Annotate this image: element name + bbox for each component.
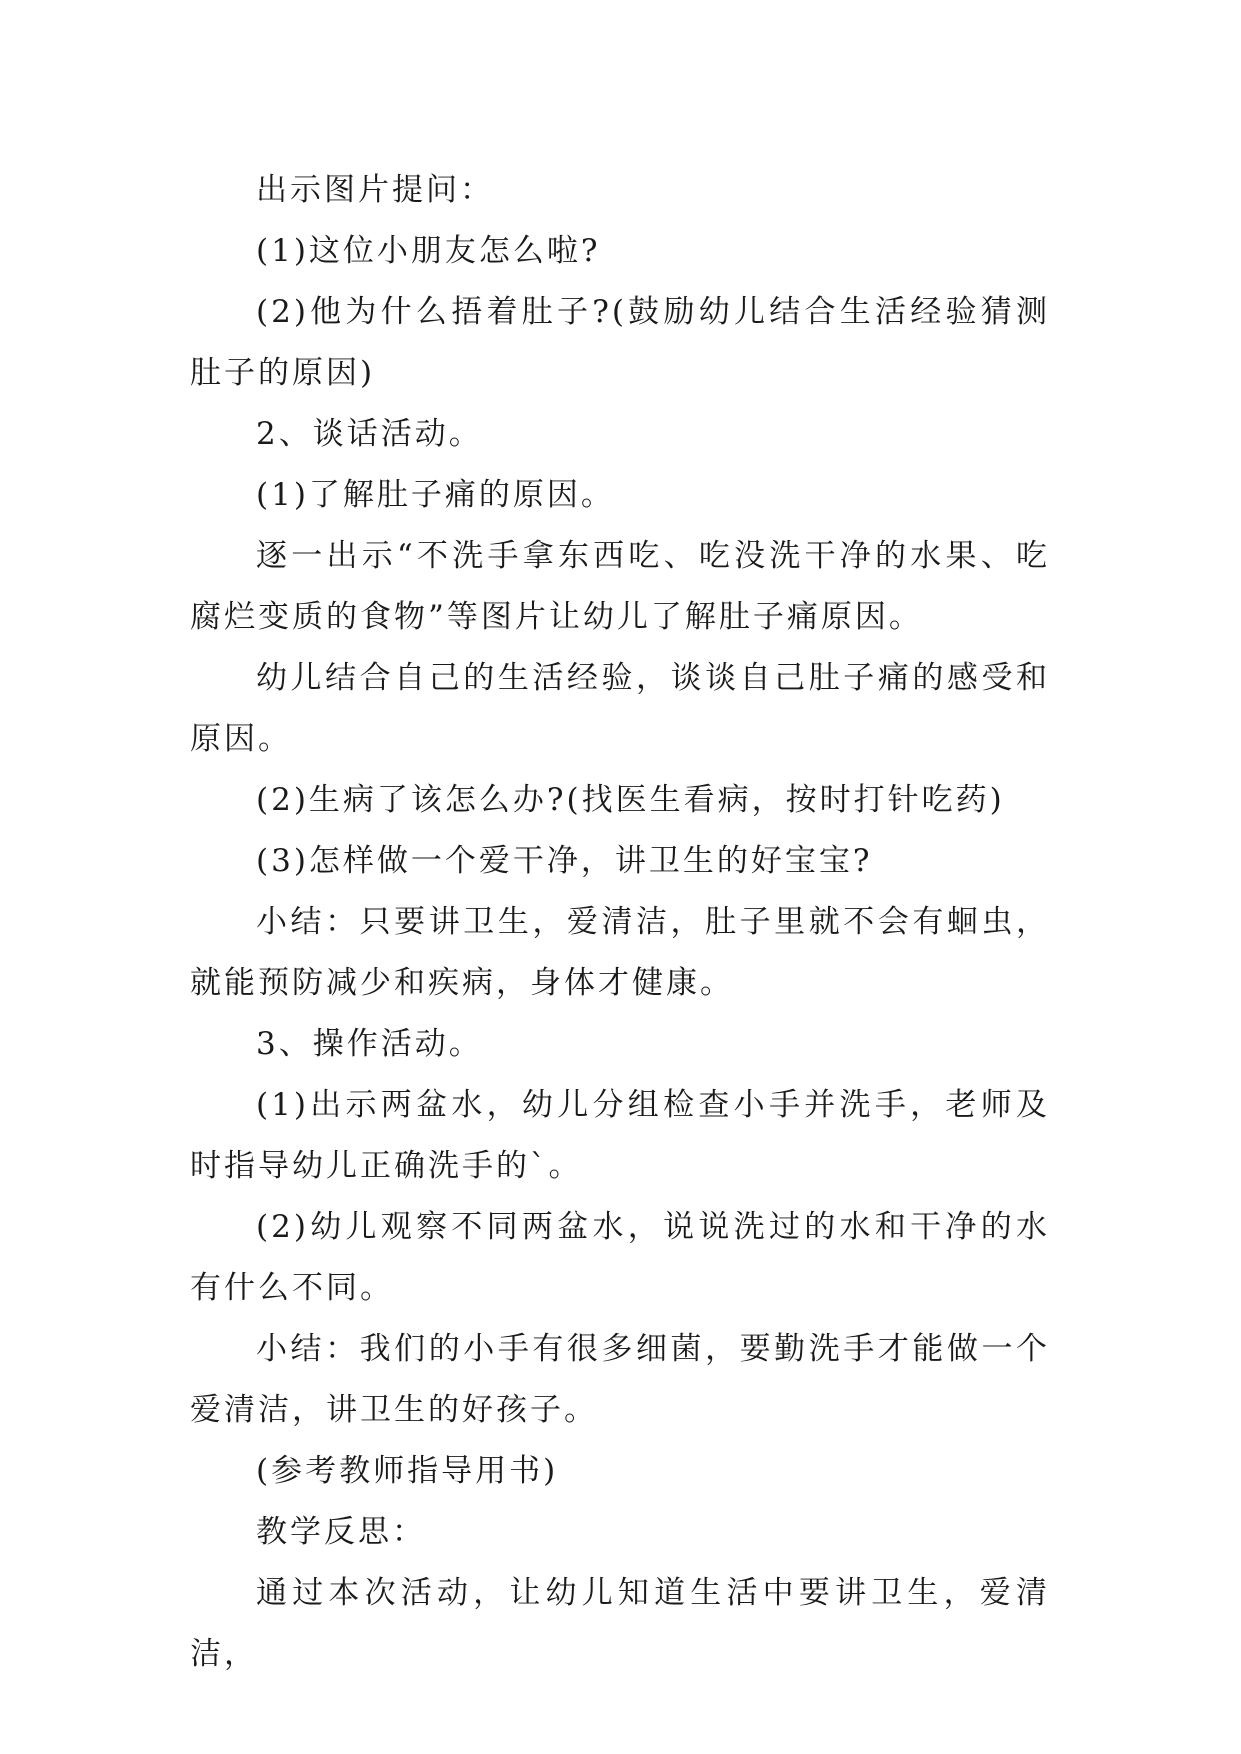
paragraph-show-pictures: 出示图片提问： xyxy=(256,172,494,208)
paragraph-what-to-do-when-sick: (2)生病了该怎么办?(找医生看病，按时打针吃药) xyxy=(256,782,1005,818)
section-heading-operation-activity: 3、操作活动。 xyxy=(256,1026,483,1062)
paragraph-question-2: (2)他为什么捂着肚子?(鼓励幼儿结合生活经验猜测肚子的原因) xyxy=(190,294,1050,391)
paragraph-observe-water: (2)幼儿观察不同两盆水，说说洗过的水和干净的水有什么不同。 xyxy=(190,1209,1050,1306)
document-body xyxy=(190,160,1050,1685)
paragraph-understand-causes: (1)了解肚子痛的原因。 xyxy=(256,477,615,513)
paragraph-reference: (参考教师指导用书) xyxy=(256,1453,559,1489)
paragraph-summary-2: 小结：我们的小手有很多细菌，要勤洗手才能做一个爱清洁，讲卫生的好孩子。 xyxy=(190,1331,1050,1428)
paragraph-reflection: 通过本次活动，让幼儿知道生活中要讲卫生，爱清洁， xyxy=(190,1575,1050,1672)
paragraph-children-discuss: 幼儿结合自己的生活经验，谈谈自己肚子痛的感受和原因。 xyxy=(190,660,1050,757)
paragraph-two-basins: (1)出示两盆水，幼儿分组检查小手并洗手，老师及时指导幼儿正确洗手的`。 xyxy=(190,1087,1050,1184)
paragraph-summary-1: 小结：只要讲卫生，爱清洁，肚子里就不会有蛔虫，就能预防减少和疾病，身体才健康。 xyxy=(190,904,1050,1001)
paragraph-question-1: (1)这位小朋友怎么啦? xyxy=(256,233,601,269)
paragraph-show-each-picture: 逐一出示“不洗手拿东西吃、吃没洗干净的水果、吃腐烂变质的食物”等图片让幼儿了解肚子痛原因。 xyxy=(190,538,1050,635)
section-heading-teaching-reflection: 教学反思： xyxy=(256,1514,426,1550)
paragraph-how-to-be-clean: (3)怎样做一个爱干净，讲卫生的好宝宝? xyxy=(256,843,873,879)
section-heading-talk-activity: 2、谈话活动。 xyxy=(256,416,483,452)
